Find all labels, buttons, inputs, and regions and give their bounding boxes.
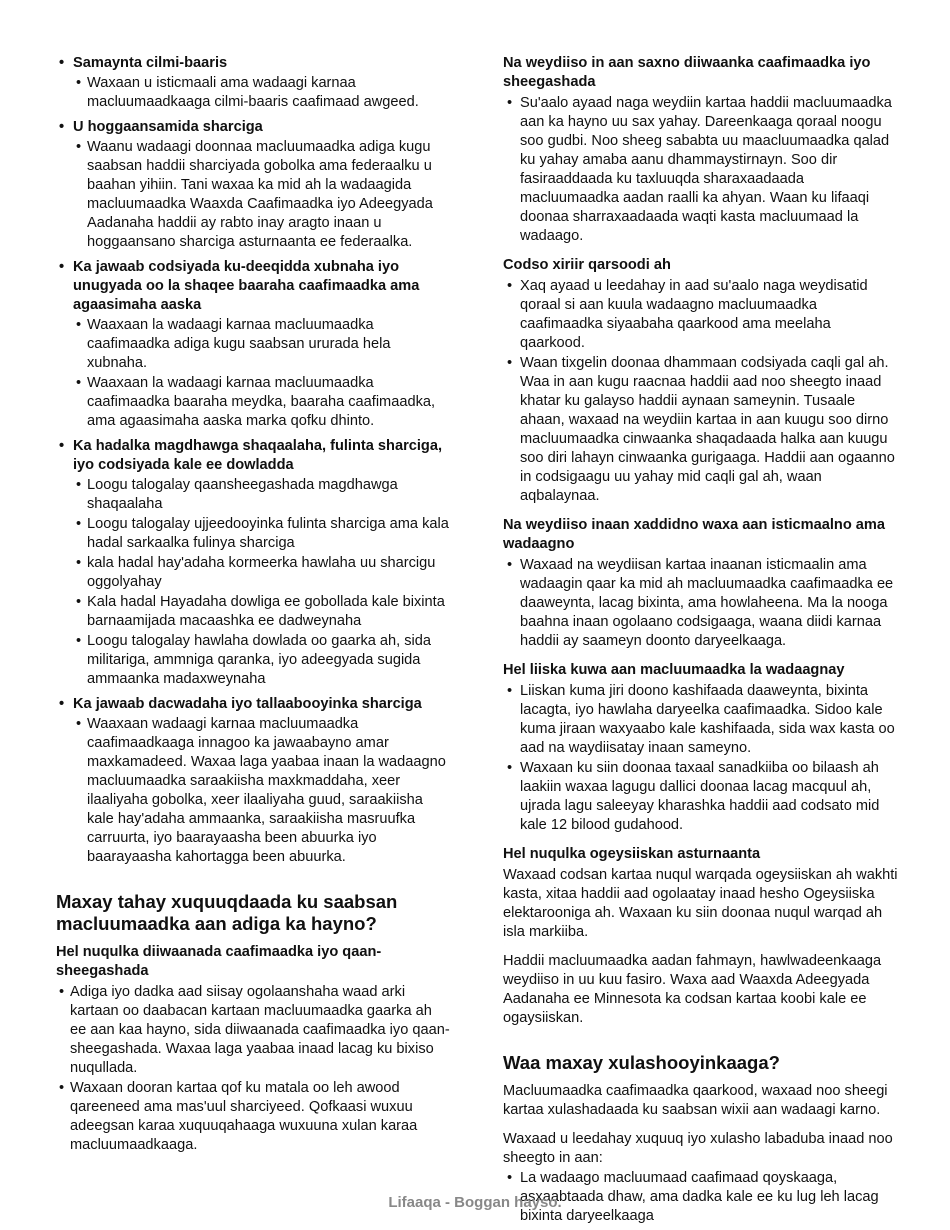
sub-item: • kala hadal hay'adaha kormeerka hawlaha uu sharcigu oggolyahay [73,554,450,592]
sub-heading: Na weydiiso in aan saxno diiwaanka caafimaadka iyo sheegashada [503,55,871,90]
bullet-item: • Waxaan dooran kartaa qof ku matala oo leh awood qareeneed ama mas'uul sharciyeed. Qofkaasi wuxuu adeegsan karaa xuquuqahaaga wuxuuna xulan karaa macluumaadkaaga. [56,1079,450,1155]
list-item [56,437,450,689]
sub-item: • Kala hadal Hayadaha dowliga ee gobollada kale bixinta barnaamijada macaashka ee dadweynaha [73,593,450,631]
sub-item: • Waaxaan la wadaagi karnaa macluumaadka caafimaadka adiga kugu saabsan ururada hela xubnaha. [73,316,450,373]
sub-item: • Waanu wadaagi doonnaa macluumaadka adiga kugu saabsan haddii sharciyada gobolka ama federaalku u baahan yihiin. Tani waxaa ka mid ah la wadaagida macluumaadka Waaxda Caafimaadka iyo Adeegyada Aadanaha haddii ay rabto inay aragto inaan u hoggaansano sharciga asturnaanta ee federaalka. [73,138,450,252]
sub-heading: Na weydiiso inaan xaddidno waxa aan isticmaalno ama wadaagno [503,517,886,552]
paragraph: Waxaad codsan kartaa nuqul warqada ogeysiiskan ah wakhti kasta, xitaa haddii aad ogolaatay inaad hesho Ogeysiiska elektarooniga ah. Waxaan ku siin doonaa nuqul warqad ah isla markiiba. [503,867,898,940]
bullet-item: • Liiskan kuma jiri doono kashifaada daaweynta, bixinta lacagta, iyo hawlaha daryeelka caafimaadka. Sidoo kale kuma jiraan waxyaabo kale kashifaada, sida wax kasta oo aad na waydiisatay inaan sameyno. [503,682,899,758]
section-heading: Maxay tahay xuquuqdaada ku saabsan macluumaadka aan adiga ka hayno? [56,891,398,934]
page-footer: Lifaaqa - Boggan hayso. [388,1194,562,1211]
sub-heading: Hel nuqulka diiwaanada caafimaadka iyo qaan-sheegashada [56,944,382,979]
paragraph: Macluumaadka caafimaadka qaarkood, waxaad noo sheegi kartaa xulashadaada ku saabsan wixii aan wadaagi karno. [503,1083,888,1118]
list-item [56,54,450,112]
sub-item: • Loogu talogalay ujjeedooyinka fulinta sharciga ama kala hadal sarkaalka fulinya sharciga [73,515,450,553]
bullet-item: • Adiga iyo dadka aad siisay ogolaanshaha waad arki kartaan oo daabacan kartaan macluumaadka gaarka ah ee aan kaa hayno, sida diiwaanada caafimaadka iyo qaan-sheegashada. Waxaa laga yaabaa inaad lacag ku bixiso nuqullada. [56,983,450,1078]
sub-heading: Codso xiriir qarsoodi ah [503,257,671,273]
item-title: • Samaynta cilmi-baaris [73,55,228,71]
item-title: • Ka hadalka magdhawga shaqaalaha, fulinta sharciga, iyo codsiyada kale ee dowladda [73,438,443,473]
bullet-item: • Waxaad na weydiisan kartaa inaanan isticmaalin ama wadaagin qaar ka mid ah macluumaadka caafimaadka ee daaweynta, lacag bixinta, ama howlaheena. Ma la nooga baahna inaan ogolaano codsigaaga, waana diidi karnaa haddii ay saameyn doonto daryeelkaaga. [503,556,899,651]
item-title: • Ka jawaab dacwadaha iyo tallaabooyinka sharciga [73,696,422,712]
use-list [56,54,450,867]
bullet-item: • Xaq ayaad u leedahay in aad su'aalo naga weydisatid qoraal si aan kuula wadaagno macluumaadka caafimaadka siyaabaha qaarkood ama meelaha qaarkood. [503,277,899,353]
sub-heading: Hel nuqulka ogeysiiskan asturnaanta [503,846,761,862]
left-column [56,48,450,1155]
sub-item: • Loogu talogalay hawlaha dowlada oo gaarka ah, sida militariga, ammniga qaranka, iyo adeegyada sugida ammaanka madaxweynaha [73,632,450,689]
bullet-item: • La wadaago macluumaad caafimaad qoyskaaga, asxaabtaada dhaw, ama dadka kale ee ku lug leh lacag bixinta daryeelkaaga [503,1169,899,1226]
item-title: • Ka jawaab codsiyada ku-deeqidda xubnaha iyo unugyada oo la shaqee baaraha caafimaadka ama agaasimaha aaska [73,259,420,313]
bullet-item: • Waxaan ku siin doonaa taxaal sanadkiiba oo bilaash ah laakiin waxaa lagugu dallici doonaa lacag macquul ah, ujrada lagu saleeyay kharashka haddii aad codsato mid kale 12 bilood gudahood. [503,759,899,835]
paragraph: Waxaad u leedahay xuquuq iyo xulasho labaduba inaad noo sheegto in aan: [503,1131,893,1166]
right-column [503,48,899,1226]
item-title: • U hoggaansamida sharciga [73,119,263,135]
sub-item: • Loogu talogalay qaansheegashada magdhawga shaqaalaha [73,476,450,514]
sub-item: • Waaxaan wadaagi karnaa macluumaadka caafimaadkaaga innagoo ka jawaabayno amar maxkamadeed. Waxaa laga yaabaa inaan la wadaagno macluumaadka saraakiisha maxkmaddaha, xeer ilaaliyaha gobolka, xeer ilaaliyaha guud, saraakiisha kale hay'adaha ammaanka, saraakiisha masruufka carruurta, iyo baarayaasha been abuurka iyo baarayaasha kahortagga been abuurka. [73,715,450,867]
sub-item: • Waxaan u isticmaali ama wadaagi karnaa macluumaadkaaga cilmi-baaris caafimaad awgeed. [73,74,450,112]
sub-item: • Waaxaan la wadaagi karnaa macluumaadka caafimaadka baaraha meydka, baaraha caafimaadka, ama agaasimaha aaska marka qofku dhinto. [73,374,450,431]
sub-heading: Hel liiska kuwa aan macluumaadka la wadaagnay [503,662,845,678]
paragraph: Haddii macluumaadka aadan fahmayn, hawlwadeenkaaga weydiiso in uu kuu fasiro. Waxa aad Waaxda Adeegyada Aadanaha ee Minnesota ka codsan kartaa koobi kale ee ogaysiiskan. [503,953,882,1026]
list-item [56,695,450,867]
list-item [56,258,450,431]
bullet-item: • Waan tixgelin doonaa dhammaan codsiyada caqli gal ah. Waa in aan kugu raacnaa haddii aad noo sheegto inaad khatar ku galayso haddii aynaan sameynin. Tusaale ahaan, waxaad na weydiin kartaa in aan kuugu soo dirno macluumaadka cinwaanka shaqadaada halka aan kuugu soo diri lahayn cinwaanka gurigaaga. Haddii aan ogaanno in codsigaagu uu yahay mid caqli gal ah, waan aqbalaynaa. [503,354,899,506]
section-heading: Waa maxay xulashooyinkaaga? [503,1052,780,1073]
list-item [56,118,450,252]
bullet-item: • Su'aalo ayaad naga weydiin kartaa haddii macluumaadka aan ka hayno uu sax yahay. Dareenkaaga qoraal noogu soo gudbi. Noo sheeg sababta uu maacluumaadka qalad ku yahay amaba aanu dhammaystirnayn. Soo dir fasiraaddaada ku taxluuqda sharaxaadaada macluumaadka aadan raalli ka ahyan. Waan ku lifaaqi doonaa sharraxaadaada waqti kasta macluumaad la wadaago. [503,94,899,246]
